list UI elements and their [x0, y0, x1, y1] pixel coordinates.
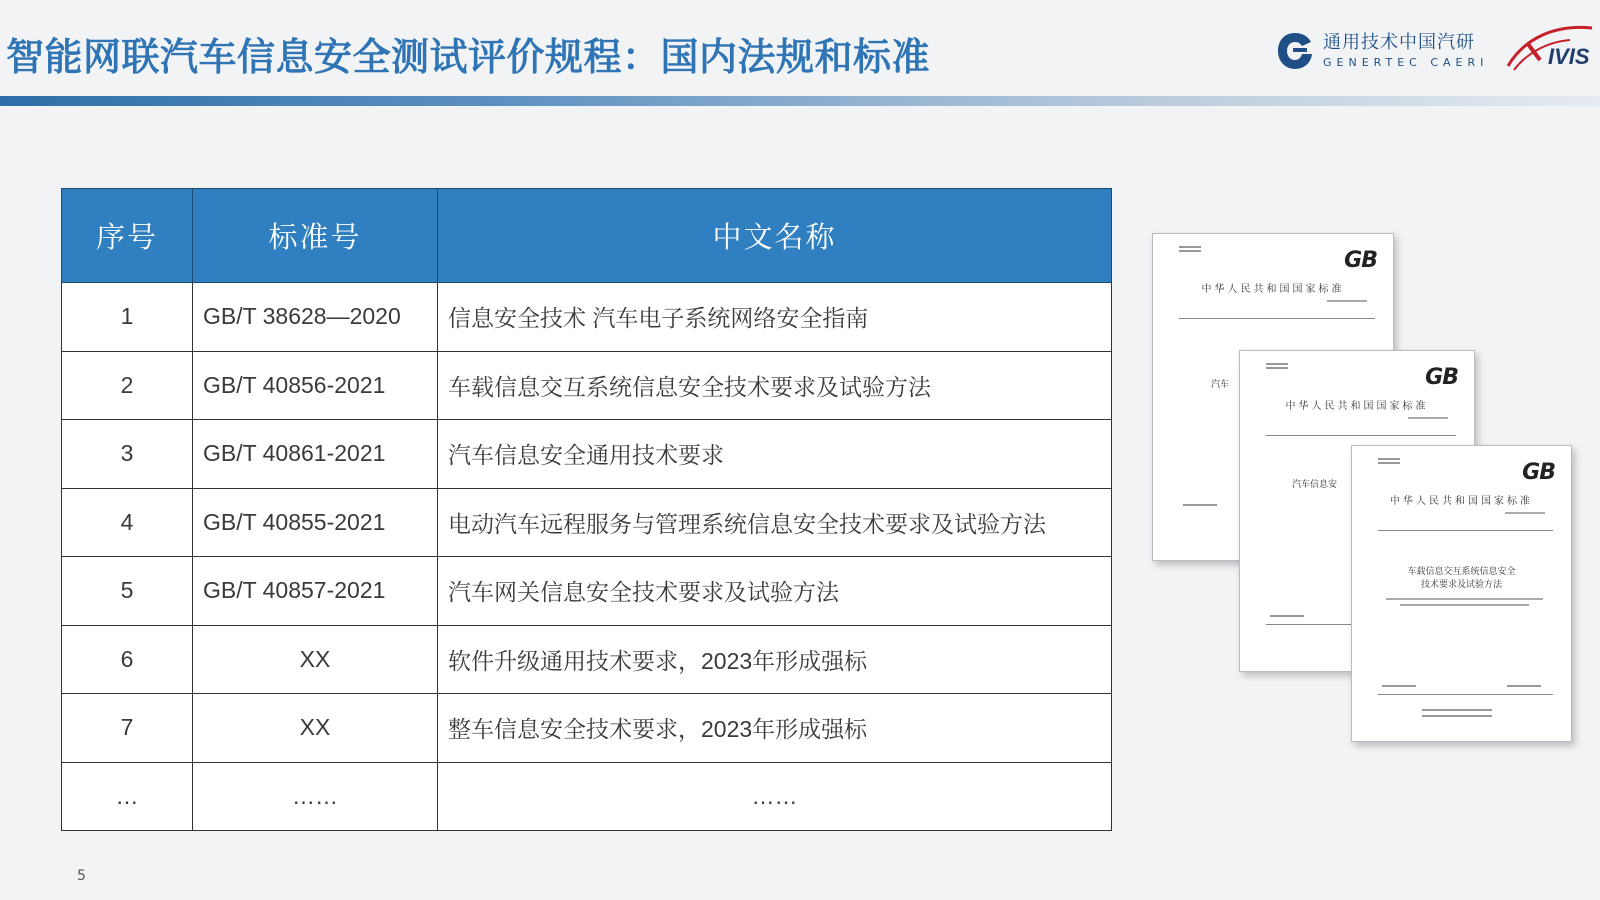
caeri-emblem-icon	[1275, 29, 1315, 73]
doc-header: 中华人民共和国国家标准	[1285, 401, 1429, 412]
row-index: 5	[62, 557, 193, 626]
genertec-caeri-logo	[1275, 26, 1495, 76]
doc-ics-code	[1179, 246, 1201, 254]
table-row	[62, 625, 1112, 694]
row-standard-code: ……	[193, 762, 438, 831]
row-index: 1	[62, 283, 193, 352]
doc-header: 中华人民共和国国家标准	[1201, 284, 1345, 295]
table-row	[62, 762, 1112, 831]
doc-divider	[1179, 318, 1375, 319]
header-index: 序号	[62, 189, 193, 283]
title-underline	[0, 96, 1600, 106]
doc-ics-code	[1266, 363, 1288, 371]
doc-header: 中华人民共和国国家标准	[1390, 496, 1533, 507]
row-chinese-name: 汽车网关信息安全技术要求及试验方法	[438, 557, 1112, 626]
table-header-row	[62, 189, 1112, 283]
doc-divider	[1378, 530, 1553, 531]
table-row	[62, 420, 1112, 489]
doc-ics-code	[1378, 458, 1400, 466]
doc-title-line-2: 技术要求及试验方法	[1420, 580, 1502, 590]
row-chinese-name: 电动汽车远程服务与管理系统信息安全技术要求及试验方法	[438, 488, 1112, 557]
header-chinese-name: 中文名称	[438, 189, 1112, 283]
gb-logo: GB	[1344, 248, 1377, 273]
header-standard-code: 标准号	[193, 189, 438, 283]
row-chinese-name: 软件升级通用技术要求，2023年形成强标	[438, 625, 1112, 694]
table-row	[62, 488, 1112, 557]
table-row	[62, 283, 1112, 352]
row-index: 7	[62, 694, 193, 763]
caeri-logo-chinese: 通用技术中国汽研	[1323, 32, 1475, 53]
row-standard-code: XX	[193, 625, 438, 694]
doc-divider	[1266, 435, 1456, 436]
row-index: 3	[62, 420, 193, 489]
row-chinese-name: 汽车信息安全通用技术要求	[438, 420, 1112, 489]
row-chinese-name: 信息安全技术 汽车电子系统网络安全指南	[438, 283, 1112, 352]
row-standard-code: GB/T 40856-2021	[193, 351, 438, 420]
doc-title-line-1: 车载信息交互系统信息安全	[1407, 567, 1516, 577]
doc-title	[1352, 566, 1571, 592]
standards-table	[61, 188, 1112, 831]
row-index: 6	[62, 625, 193, 694]
row-standard-code: GB/T 38628—2020	[193, 283, 438, 352]
standard-document-cover-3	[1351, 445, 1572, 742]
table-row	[62, 557, 1112, 626]
gb-logo: GB	[1522, 460, 1555, 485]
caeri-logo-english: GENERTEC CAERI	[1323, 56, 1489, 69]
ivis-logo-text: IVIS	[1548, 44, 1590, 69]
gb-logo: GB	[1425, 365, 1458, 390]
page-number: 5	[77, 868, 86, 884]
row-index: 4	[62, 488, 193, 557]
table-row	[62, 694, 1112, 763]
row-index: 2	[62, 351, 193, 420]
doc-publisher	[1422, 709, 1492, 721]
slide-title: 智能网联汽车信息安全测试评价规程：国内法规和标准	[6, 35, 931, 79]
row-chinese-name: 整车信息安全技术要求，2023年形成强标	[438, 694, 1112, 763]
row-standard-code: XX	[193, 694, 438, 763]
table-row	[62, 351, 1112, 420]
doc-title: 汽车	[1211, 380, 1230, 390]
row-standard-code: GB/T 40861-2021	[193, 420, 438, 489]
row-index: …	[62, 762, 193, 831]
row-chinese-name: ……	[438, 762, 1112, 831]
row-chinese-name: 车载信息交互系统信息安全技术要求及试验方法	[438, 351, 1112, 420]
row-standard-code: GB/T 40857-2021	[193, 557, 438, 626]
row-standard-code: GB/T 40855-2021	[193, 488, 438, 557]
doc-title: 汽车信息安	[1292, 480, 1338, 490]
ivis-logo	[1500, 14, 1600, 80]
